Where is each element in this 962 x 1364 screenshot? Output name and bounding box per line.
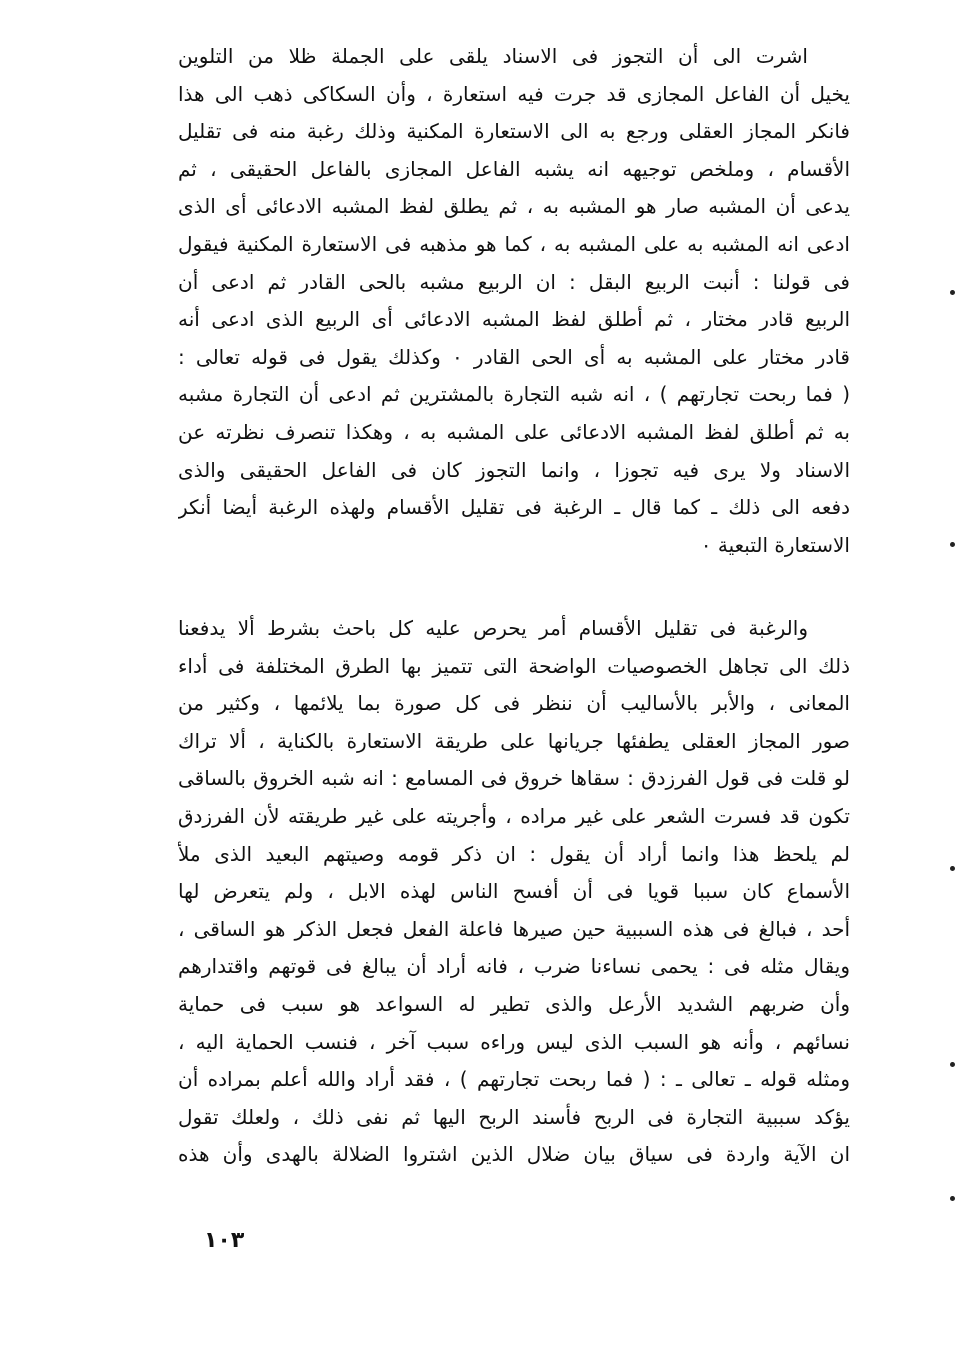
scan-mark — [950, 542, 955, 547]
text-line: والرغبة فى تقليل الأقسام أمر يحرص عليه كل باحث بشرط ألا يدفعنا — [178, 616, 808, 640]
text-line: الأسماع كان سببا قويا فى أن أفسح الناس لهذه الابل ، ولم يتعرض لها — [178, 879, 850, 904]
text-line: اشرت الى أن التجوز فى الاسناد يلقى على الجملة ظلا من التلوين — [178, 44, 808, 68]
text-line: تكون قد فسرت الشعر على غير مراده ، وأجريته على غير طريقته لأن الفرزدق — [178, 803, 850, 828]
paragraph-2 — [178, 610, 850, 1174]
text-line: به ثم أطلق لفظ المشبه الادعائى على المشبه به ، وهكذا تنصرف نظرته عن — [178, 419, 850, 444]
scan-mark — [950, 866, 955, 871]
text-line: المعانى ، والأبر بالأساليب أن ننظر فى كل صورة بما يلائمها ، وكثير من — [178, 691, 850, 716]
text-line: الاستعارة التبعية ٠ — [700, 532, 850, 557]
text-line: لم يلحظ هذا وانما أراد أن يقول : ان ذكر قومه وصيتهم البعيد الذى ملأ — [178, 841, 850, 866]
scan-mark — [950, 1062, 955, 1067]
text-line: ان الآية واردة فى سياق بيان ضلال الذين اشتروا الضلالة بالهدى وأن هذه — [178, 1142, 850, 1167]
text-line: نسائهم ، وأنه هو السبب الذى ليس وراءه سبب آخر ، فنسب الحماية اليه ، — [178, 1029, 850, 1054]
text-line: صور المجاز العقلى يطفئها جريانها على طريقة الاستعارة بالكناية ، ألا تراك — [178, 728, 850, 753]
text-line: الأقسام ، وملخص توجيهه انه يشبه الفاعل المجازى بالفاعل الحقيقى ، ثم — [178, 156, 850, 181]
text-line: ومثله قوله ـ تعالى ـ : ( فما ربحت تجارتهم ) ، فقد أراد والله أعلم بمراده أن — [178, 1067, 850, 1092]
text-line: أحد ، فبالغ فى هذه السببية حين صيرها فاعلة الفعل فجعل الذكر هو الساقى ، — [178, 916, 850, 941]
text-line: الربيع قادر مختار ، ثم أطلق لفظ المشبه الادعائى أى الربيع الذى ادعى أنه — [178, 307, 850, 332]
scan-mark — [950, 290, 955, 295]
text-line: دفعه الى ذلك ـ كما قال ـ الرغبة فى تقليل الأقسام ولهذه الرغبة أيضا أنكر — [178, 495, 850, 520]
text-line: وأن ضربهم الشديد الأرعل والذى تطير له السواعد هو سبب فى حماية — [178, 991, 850, 1016]
text-line: قادر مختار على المشبه به أى الحى القادر ٠ وكذلك يقول فى قوله تعالى : — [178, 344, 850, 369]
text-line: يؤكد سببية التجارة فى الربح فأسند الربح اليها ثم نفى ذلك ، ولعلك تقول — [178, 1104, 850, 1129]
paragraph-1 — [178, 38, 850, 564]
text-line: يخيل أن الفاعل المجازى قد جرت فيه استعارة ، وأن السكاكى ذهب الى هذا — [178, 81, 850, 106]
text-line: ( فما ربحت تجارتهم ) ، انه شبه التجارة بالمشترين ثم ادعى أن التجارة مشبه — [178, 382, 850, 407]
text-line: الاسناد ولا يرى فيه تجوزا ، وانما التجوز كان فى الفاعل الحقيقى والذى — [178, 457, 850, 482]
text-line: ذلك الى تجاهل الخصوصيات الواضحة التى تتميز بها الطرق المختلفة فى أداء — [178, 653, 850, 678]
text-line: ويقال مثله فى : يحمى نساءنا ضرب ، فانه أراد أن يبالغ فى قوتهم واقتدارهم — [178, 954, 850, 979]
text-line: يدعى أن المشبه صار هو المشبه به ، ثم يطلق لفظ المشبه الادعائى أى الذى — [178, 194, 850, 219]
text-line: فانكر المجاز العقلى ورجع به الى الاستعارة المكنية وذلك رغبة منه فى تقليل — [178, 119, 850, 144]
text-line: لو قلت فى قول الفرزدق : سقاها خروق فى المسامع : انه شبه الخروق بالساقى — [178, 766, 850, 791]
scan-mark — [950, 1196, 955, 1201]
page-number: ١٠٣ — [204, 1228, 245, 1253]
text-line: ادعى انه المشبه به على المشبه به ، كما هو مذهبه فى الاستعارة المكنية فيقول — [178, 231, 850, 256]
text-line: فى قولنا : أنبت الربيع البقل : ان الربيع مشبه بالحى القادر ثم ادعى أن — [178, 269, 850, 294]
